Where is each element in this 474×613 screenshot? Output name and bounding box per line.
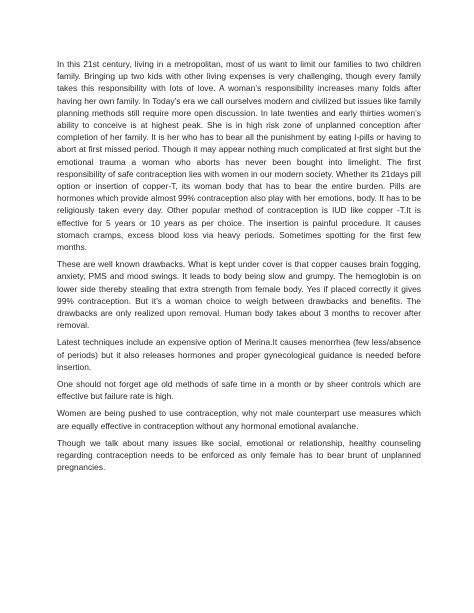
paragraph-3: Latest techniques include an expensive option of Merina.It causes menorrhea (few less/absence of periods) but it also releases hormones and proper gynecological guidance is needed before insertion. — [57, 337, 421, 372]
paragraph-2: These are well known drawbacks. What is kept under cover is that copper causes brain fogging, anxiety, PMS and mood swings. It leads to body being slow and grumpy. The hemoglobin is on lower side thereby stealing that extra strength from female body. Yes if placed correctly it gives 99% contraception. But it’s a woman choice to weigh between drawbacks and benefits. The drawbacks are only realized upon removal. Human body takes about 3 months to recover after removal. — [57, 259, 421, 331]
paragraph-1: In this 21st century, living in a metropolitan, most of us want to limit our families to two children family. Bringing up two kids with other living expenses is very challenging, though every family takes this responsibility with lots of love. A woman’s responsibility increases many folds after having her own family. In Today’s era we call ourselves modern and civilized but issues like family planning methods still require more open discussion. In late twenties and early thirties women’s ability to conceive is at highest peak. She is in high risk zone of unplanned conception after completion of her family. It is her who has to bear all the punishment by eating I-pills or having to abort at first missed period. Though it may appear nothing much complicated at first sight but the emotional trauma a woman who aborts has never been bought into limelight. The first responsibility of safe contraception lies with women in our modern society. Whether its 21days pill option or insertion of copper-T, its woman body that has to bear the entire burden. Pills are hormones which provide almost 99% contraception also play with her emotions, body. It has to be religiously taken every day. Other popular method of contraception is IUD like copper -T.It is effective for 5 years or 10 years as per choice. The insertion is painful procedure. It causes stomach cramps, excess blood loss via heavy periods. Sometimes spotting for the first few months. — [57, 59, 421, 253]
paragraph-5: Women are being pushed to use contraception, why not male counterpart use measures which are equally effective in contraception without any hormonal emotional avalanche. — [57, 408, 421, 431]
paragraph-4: One should not forget age old methods of safe time in a month or by sheer controls which are effective but failure rate is high. — [57, 379, 421, 402]
document-body — [57, 58, 421, 479]
paragraph-6: Though we talk about many issues like social, emotional or relationship, healthy counseling regarding contraception needs to be enforced as only female has to bear brunt of unplanned pregnancies. — [57, 437, 421, 473]
